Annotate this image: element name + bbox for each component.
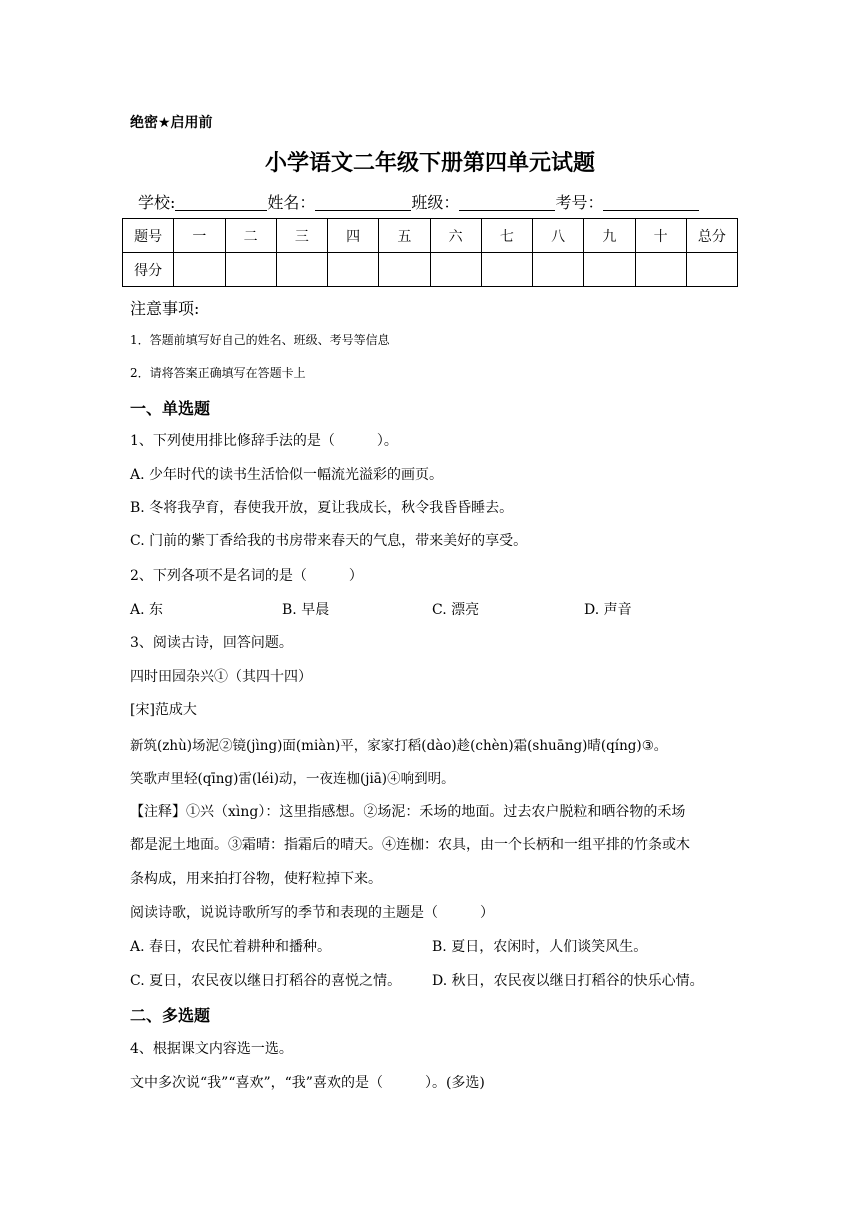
q4-sub-stem: 文中多次说“我”“喜欢”，“我”喜欢的是（ ）。(多选) <box>130 1075 485 1091</box>
section-heading-multi: 二、多选题 <box>130 1006 211 1025</box>
student-info-line <box>138 190 699 213</box>
score-header-cell: 五 <box>379 219 430 253</box>
notice-heading: 注意事项: <box>130 299 200 318</box>
exam-no-label: 考号： <box>555 193 604 212</box>
score-header-cell: 四 <box>328 219 379 253</box>
q3-question: 阅读诗歌，说说诗歌所写的季节和表现的主题是（ ） <box>130 905 494 921</box>
school-label: 学校: <box>138 193 176 212</box>
q2-option-d[interactable]: D. 声音 <box>584 602 632 618</box>
score-header-cell: 三 <box>276 219 327 253</box>
poem-title: 四时田园杂兴①（其四十四） <box>130 669 312 685</box>
q3-stem: 3、阅读古诗，回答问题。 <box>130 635 293 651</box>
score-table-score-row <box>123 253 738 287</box>
secret-mark: 绝密★启用前 <box>130 115 213 131</box>
poem-note: 条构成，用来拍打谷物，使籽粒掉下来。 <box>130 871 382 887</box>
score-header-cell: 一 <box>174 219 225 253</box>
score-header-cell: 九 <box>584 219 635 253</box>
name-label: 姓名： <box>267 193 316 212</box>
score-header-cell: 八 <box>533 219 584 253</box>
score-cell[interactable] <box>174 253 225 287</box>
score-cell[interactable] <box>635 253 686 287</box>
name-blank[interactable] <box>315 194 411 211</box>
q2-option-b[interactable]: B. 早晨 <box>282 602 330 618</box>
notice-item: 2．请将答案正确填写在答题卡上 <box>130 366 306 380</box>
q1-option-c[interactable]: C. 门前的紫丁香给我的书房带来春天的气息，带来美好的享受。 <box>130 533 528 549</box>
q1-option-b[interactable]: B. 冬将我孕育，春使我开放，夏让我成长，秋令我昏昏睡去。 <box>130 500 514 516</box>
page-title: 小学语文二年级下册第四单元试题 <box>264 151 595 176</box>
q3-option-b[interactable]: B. 夏日，农闲时，人们谈笑风生。 <box>432 939 648 955</box>
score-table-header-row <box>123 219 738 253</box>
poem-note: 【注释】①兴（xìng）：这里指感想。②场泥：禾场的地面。过去农户脱粒和晒谷物的禾场 <box>130 804 686 820</box>
score-header-cell: 七 <box>481 219 532 253</box>
score-header-cell: 题号 <box>123 219 174 253</box>
score-cell[interactable] <box>584 253 635 287</box>
school-blank[interactable] <box>175 194 267 211</box>
score-header-cell: 二 <box>225 219 276 253</box>
q3-option-d[interactable]: D. 秋日，农民夜以继日打稻谷的快乐心情。 <box>432 973 704 989</box>
score-cell[interactable] <box>686 253 737 287</box>
score-header-cell: 六 <box>430 219 481 253</box>
q2-stem: 2、下列各项不是名词的是（ ） <box>130 568 363 584</box>
score-cell[interactable] <box>276 253 327 287</box>
section-heading-single: 一、单选题 <box>130 399 211 418</box>
score-row-label: 得分 <box>123 253 174 287</box>
score-table <box>122 218 738 287</box>
poem-author: [宋]范成大 <box>130 702 197 718</box>
poem-line: 新筑(zhù)场泥②镜(jìng)面(miàn)平，家家打稻(dào)趁(chèn)霜(shuāng)晴(qíng)③。 <box>130 738 668 754</box>
class-label: 班级： <box>411 193 460 212</box>
q1-option-a[interactable]: A. 少年时代的读书生活恰似一幅流光溢彩的画页。 <box>130 467 444 483</box>
score-cell[interactable] <box>379 253 430 287</box>
score-cell[interactable] <box>533 253 584 287</box>
score-header-cell: 总分 <box>686 219 737 253</box>
score-cell[interactable] <box>328 253 379 287</box>
q3-option-c[interactable]: C. 夏日，农民夜以继日打稻谷的喜悦之情。 <box>130 973 402 989</box>
q4-stem: 4、根据课文内容选一选。 <box>130 1041 293 1057</box>
q3-option-a[interactable]: A. 春日，农民忙着耕种和播种。 <box>130 939 332 955</box>
notice-item: 1．答题前填写好自己的姓名、班级、考号等信息 <box>130 333 390 347</box>
score-header-cell: 十 <box>635 219 686 253</box>
poem-note: 都是泥土地面。③霜晴：指霜后的晴天。④连枷：农具，由一个长柄和一组平排的竹条或木 <box>130 837 690 853</box>
q1-stem: 1、下列使用排比修辞手法的是（ ）。 <box>130 433 398 449</box>
score-cell[interactable] <box>481 253 532 287</box>
q2-option-a[interactable]: A. 东 <box>130 602 164 618</box>
q2-option-c[interactable]: C. 漂亮 <box>432 602 480 618</box>
poem-line: 笑歌声里轻(qīng)雷(léi)动，一夜连枷(jiā)④响到明。 <box>130 771 455 787</box>
exam-no-blank[interactable] <box>603 194 699 211</box>
score-cell[interactable] <box>430 253 481 287</box>
class-blank[interactable] <box>459 194 555 211</box>
score-cell[interactable] <box>225 253 276 287</box>
